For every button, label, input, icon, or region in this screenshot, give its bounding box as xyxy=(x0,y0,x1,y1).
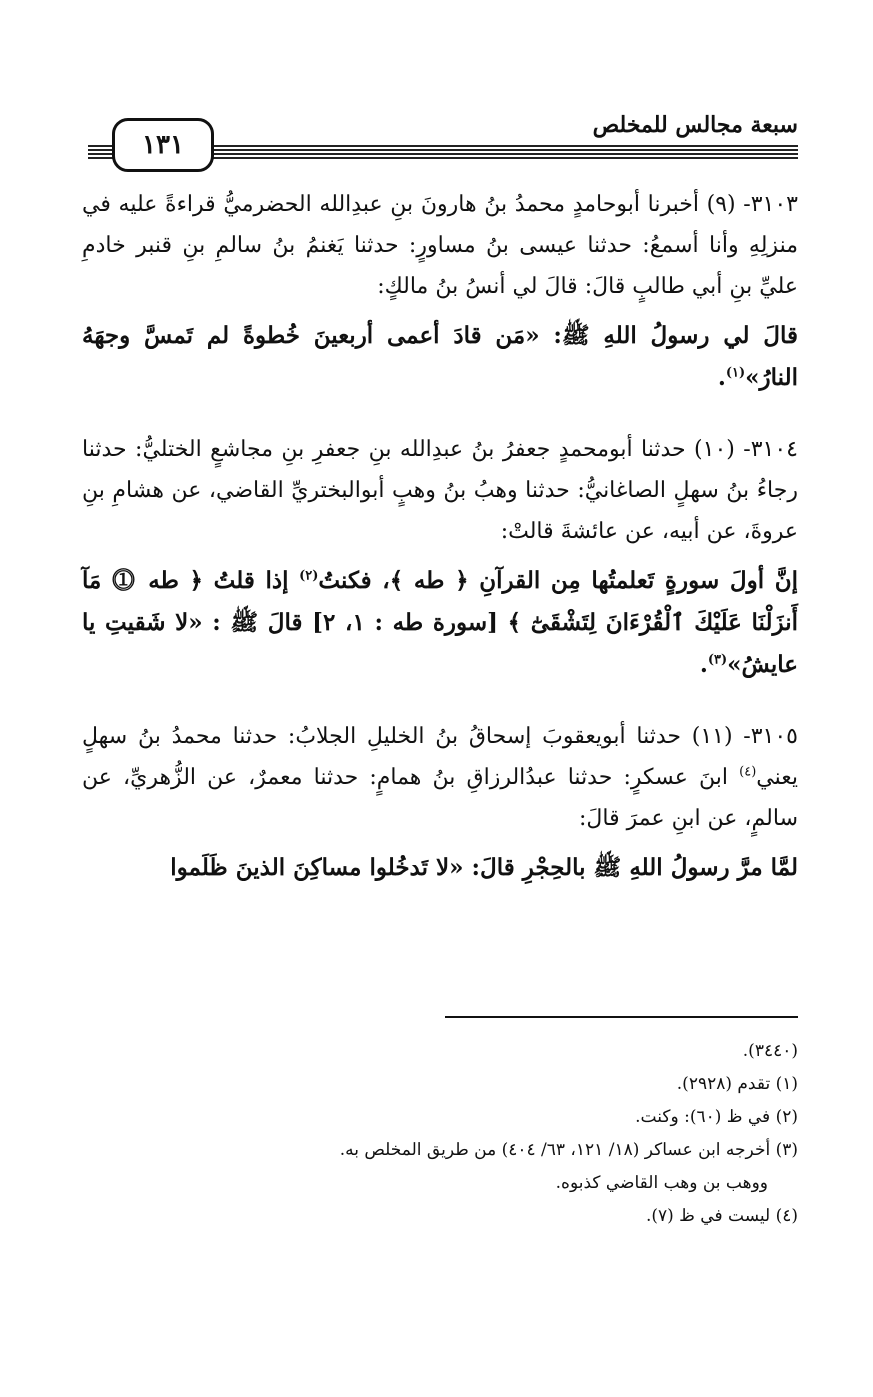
isnad-3104 xyxy=(82,429,798,552)
punctuation: . xyxy=(699,651,708,678)
footnote-ref[interactable]: (٢) xyxy=(299,568,319,584)
hadith-text: قالَ لي رسولُ اللهِ ﷺ: «مَن قادَ أعمى أربعينَ خُطوةً لم تَمسَّ وجهَهُ النارُ» xyxy=(82,322,798,391)
hadith-text: لمَّا مرَّ رسولُ اللهِ ﷺ بالحِجْرِ قالَ: «لا تَدخُلوا مساكِنَ الذينَ ظَلَموا xyxy=(170,854,798,881)
footnote-continuation: (٣٤٤٠). xyxy=(742,1041,798,1061)
footnote-ref[interactable]: (٣) xyxy=(707,652,728,668)
hadith-3104 xyxy=(82,560,798,686)
isnad-text: ابنَ عسكرٍ: حدثنا عبدُالرزاقِ بنُ همامٍ: حدثنا معمرٌ، عن الزُّهريِّ، عن سالمٍ، عن ابنِ عمرَ قالَ: xyxy=(82,765,798,831)
footnote-2: (٢) في ظ (٦٠): وكنت. xyxy=(635,1107,798,1127)
isnad-text: ٣١٠٥- (١١) حدثنا أبويعقوبَ إسحاقُ بنُ الخليلِ الجلابُ: حدثنا محمدُ بنُ سهلٍ يعني xyxy=(82,724,798,790)
footnote-ref[interactable]: (١) xyxy=(725,365,746,381)
page-header xyxy=(88,112,798,168)
isnad-3105 xyxy=(82,716,798,839)
footnote-1: (١) تقدم (٢٩٢٨). xyxy=(676,1074,798,1094)
isnad-text: ٣١٠٣- (٩) أخبرنا أبوحامدٍ محمدُ بنُ هارونَ بنِ عبدِالله الحضرميُّ قراءةً عليه في منزلِهِ وأنا أسمعُ: حدثنا عيسى بنُ مساورٍ: حدثنا يَغنمُ بنُ سالمِ بنِ قنبر خادمِ عليِّ بنِ أبي طالبٍ قالَ: قالَ لي أنسُ بنُ مالكٍ: xyxy=(82,192,798,299)
footnote-separator xyxy=(445,1016,798,1018)
hadith-text: إنَّ أولَ سورةٍ تَعلمتُها مِن القرآنِ ﴿ طه ﴾، فكنتُ xyxy=(318,567,798,594)
hadith-3105 xyxy=(82,847,798,889)
book-title: سبعة مجالس للمخلص xyxy=(585,112,798,138)
isnad-3103 xyxy=(82,184,798,307)
page-number: ١٣١ xyxy=(112,118,214,172)
hadith-3103 xyxy=(82,315,798,399)
footnote-3-note: ووهب بن وهب القاضي كذبوه. xyxy=(555,1173,768,1193)
hadith-text: إذا قلتُ ﴿ طه ⓵ مَآ أَنزَلْنَا عَلَيْكَ ٱلْقُرْءَانَ لِتَشْقَىٰٓ ﴾ [سورة طه : ١، ٢] قالَ ﷺ : «لا شَقيتِ يا عايشُ» xyxy=(82,567,798,678)
footnote-4: (٤) ليست في ظ (٧). xyxy=(645,1206,798,1226)
footnote-3: (٣) أخرجه ابن عساكر (١٨/ ١٢١، ٦٣/ ٤٠٤) من طريق المخلص به. xyxy=(339,1140,798,1160)
footnote-ref[interactable]: (٤) xyxy=(739,764,757,780)
isnad-text: ٣١٠٤- (١٠) حدثنا أبومحمدٍ جعفرُ بنُ عبدِالله بنِ جعفرِ بنِ مجاشعٍ الختليُّ: حدثنا رجاءُ بنُ سهلٍ الصاغانيُّ: حدثنا وهبُ بنُ وهبٍ أبوالبختريِّ القاضي، عن هشامِ بنِ عروةَ، عن أبيه، عن عائشةَ قالتْ: xyxy=(82,437,798,544)
footnotes xyxy=(82,1035,798,1233)
punctuation: . xyxy=(717,364,726,391)
main-text xyxy=(82,184,798,889)
